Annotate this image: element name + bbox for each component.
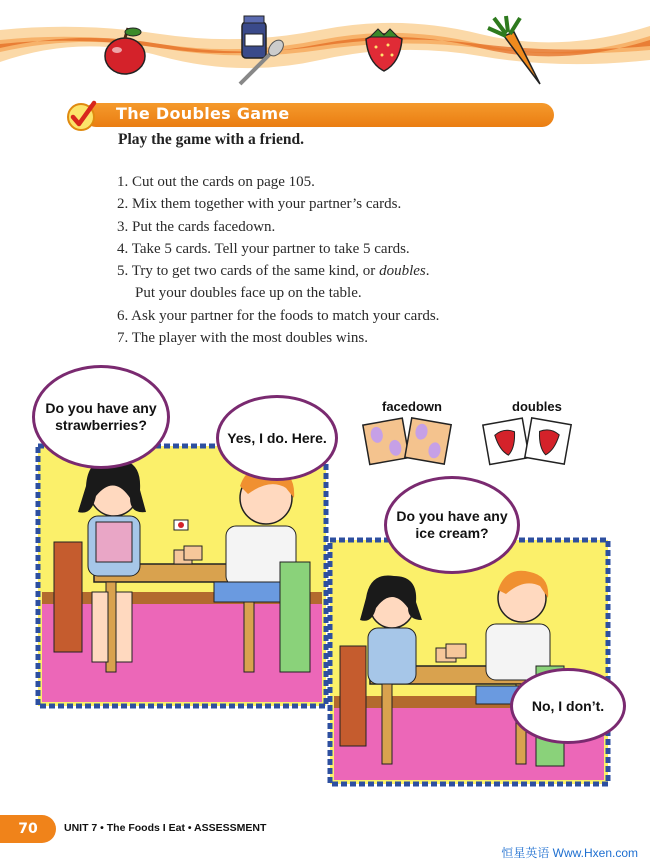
jam-jar-and-spoon-icon [232, 12, 284, 90]
illustration-panel-2 [326, 536, 612, 788]
doubles-label: doubles [512, 399, 562, 414]
panel1-boy-speech-bubble: Yes, I do. Here. [216, 395, 338, 481]
step-5-doubles: doubles [379, 263, 426, 280]
strawberry-icon [360, 25, 408, 73]
step-1: 1. Cut out the cards on page 105. [117, 174, 315, 190]
carrot-icon [484, 14, 548, 90]
page-number: 70 [0, 815, 56, 843]
checkmark-icon [66, 100, 98, 132]
facedown-label: facedown [382, 399, 442, 414]
step-5-continued: Put your doubles face up on the table. [135, 285, 362, 302]
watermark: 恒星英语 Www.Hxen.com [501, 846, 638, 860]
step-7: 7. The player with the most doubles wins. [117, 330, 368, 347]
facedown-cards-icon [358, 415, 458, 467]
top-banner [0, 0, 650, 95]
step-5-text: 5. Try to get two cards of the same kind, or [117, 263, 376, 280]
step-5: 5. Try to get two cards of the same kind, or doubles. [117, 263, 430, 280]
panel1-girl-speech-bubble: Do you have any strawberries? [32, 365, 170, 469]
doubles-cards-icon [478, 415, 578, 467]
section-header [66, 100, 554, 128]
apple-icon [100, 22, 150, 77]
unit-footer: UNIT 7 • The Foods I Eat • ASSESSMENT [64, 822, 267, 834]
instructions-subtitle: Play the game with a friend. [118, 131, 304, 148]
step-6: 6. Ask your partner for the foods to match your cards. [117, 307, 440, 324]
illustration-panel-1 [34, 442, 330, 710]
panel2-boy-speech-bubble: No, I don’t. [510, 668, 626, 744]
step-2: 2. Mix them together with your partner’s cards. [117, 196, 402, 213]
panel2-girl-speech-bubble: Do you have any ice cream? [384, 476, 520, 574]
step-3: 3. Put the cards facedown. [117, 218, 276, 235]
section-title: The Doubles Game [116, 104, 290, 123]
steps-list [117, 171, 439, 349]
step-4: 4. Take 5 cards. Tell your partner to take 5 cards. [117, 240, 410, 257]
